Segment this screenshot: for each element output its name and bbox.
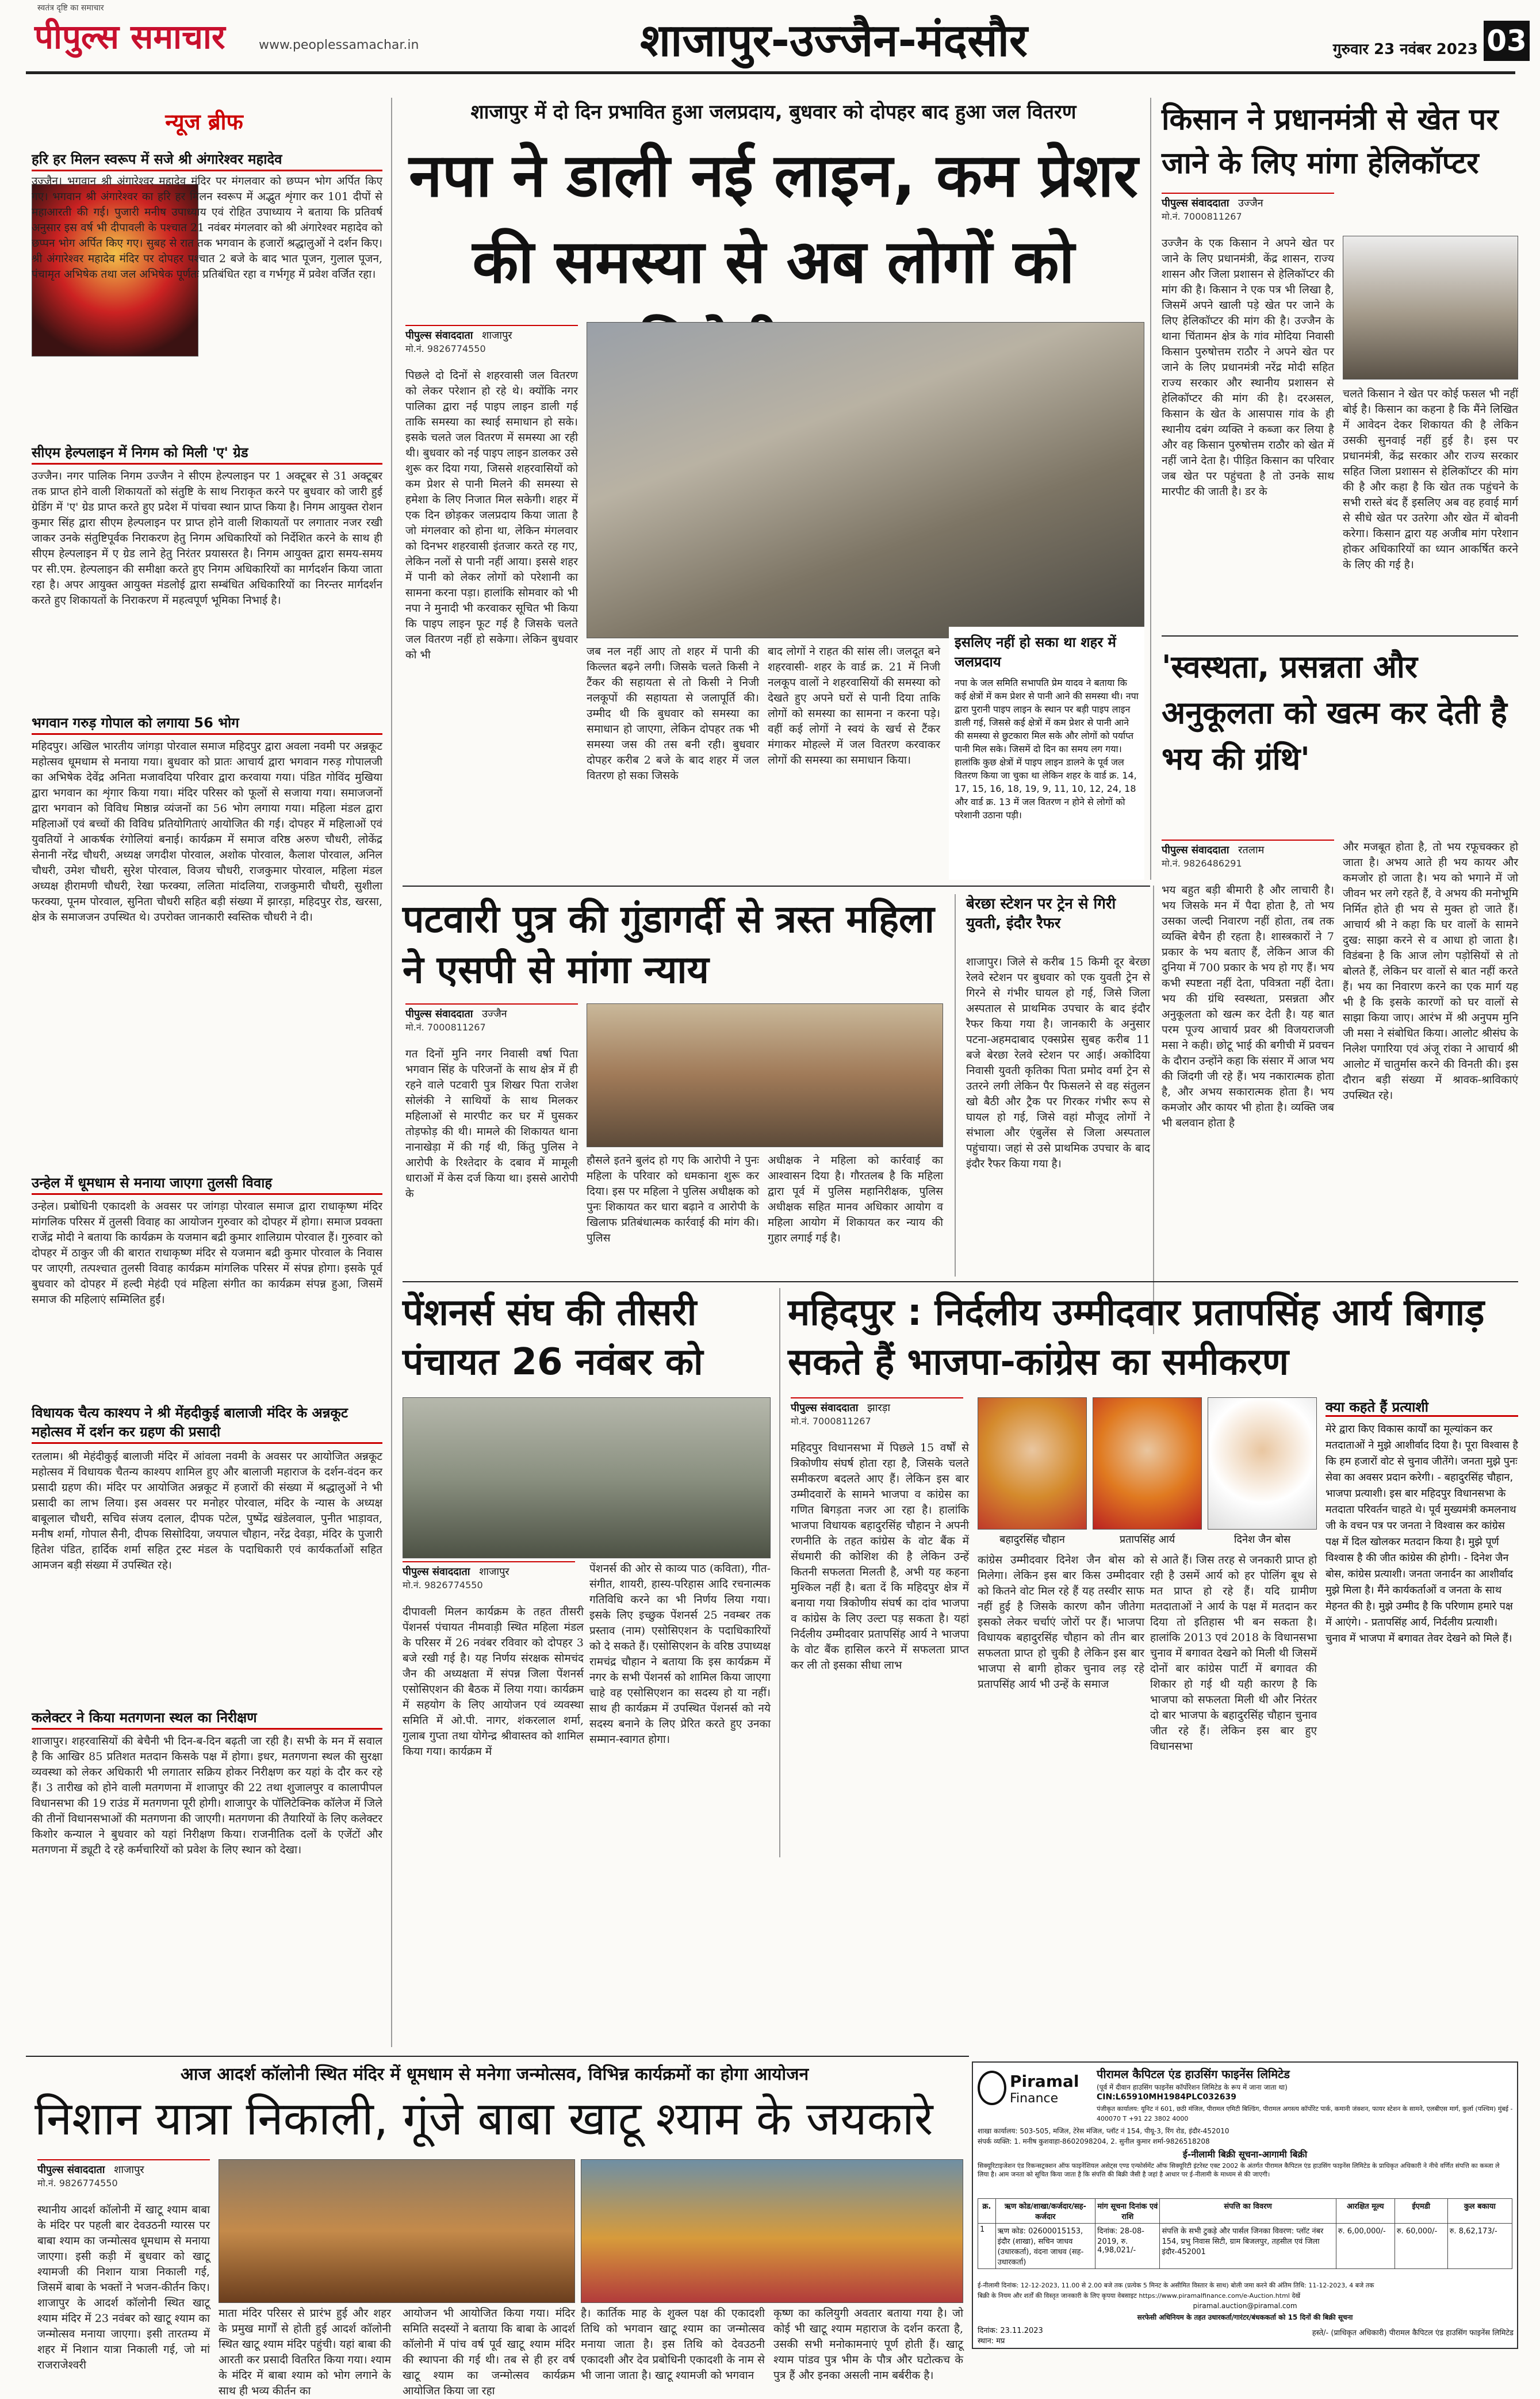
section-rule xyxy=(1162,635,1518,637)
table-header: संपत्ति का विवरण xyxy=(1160,2199,1336,2224)
section-rule xyxy=(26,2056,969,2057)
brief-text-6: शाजापुर। शहरवासियों की बेचैनी भी दिन-ब-दिन बढ़ती जा रही है। सभी के मन में सवाल है कि आखिर 85 प्रतिशत मतदान किसके पक्ष में होगा। इधर, मतगणना स्थल की सुरक्षा व्यवस्था को लेकर अधिकारी भी लगातार सक्रिय होकर निरीक्षण कर यहां के दौर कर रहे हैं। 3 तारीख को होने वाली मतगणना में शाजापुर की 22 तथा शुजालपुर व कालापीपल विधानसभा की 19 राउंड में मतगणना पूरी होगी। शाजापुर के पॉलिटेक्निक कॉलेज में जिले की तीनों विधानसभाओं की मतगणना की जाएगी। मतगणना की तैयारियों के लिए कलेक्टर किशोर कन्याल ने बुधवार को यहां निरीक्षण किया। राजनीतिक दलों के एजेंटों और मतगणना में ड्यूटी दे रहे कर्मचारियों को प्रवेश के लिए स्थान को देखा। xyxy=(32,1735,382,1856)
lead-side-heading: इसलिए नहीं हो सका था शहर में जलप्रदाय xyxy=(955,634,1116,670)
brief-heading-1: हरि हर मिलन स्वरूप में सजे श्री अंगारेश्वर महादेव xyxy=(32,150,382,171)
column-divider xyxy=(391,98,392,2047)
patwari-byline-name: पीपुल्स संवाददाता xyxy=(405,1008,473,1020)
ad-company: पीरामल कैपिटल एंड हाउसिंग फाइनेंस लिमिटेड xyxy=(1097,2067,1290,2081)
brief-heading-5: विधायक चैत्य काश्यप ने श्री मेंहदीकुई बालाजी मंदिर के अन्नकूट महोत्सव में दर्शन कर ग्रहण की प्रसादी xyxy=(32,1403,382,1444)
farmer-photo xyxy=(1343,236,1518,380)
table-cell: रु. 60,000/- xyxy=(1395,2224,1447,2269)
table-header: कुल बकाया xyxy=(1447,2199,1512,2224)
patwari-col-1: गत दिनों मुनि नगर निवासी वर्षा पिता भगवान सिंह के परिजनों के साथ क्षेत्र में ही रहने वाले पटवारी पुत्र शिखर पिता राजेश सोलंकी ने साथियों के साथ मिलकर महिलाओं से मारपीट कर घर में घुसकर तोड़फोड़ की थी। मामले की शिकायत थाना नानाखेड़ा में की गई थी, किंतु पुलिस ने आरोपी के रिश्तेदार के दबाव में मामूली धाराओं में केस दर्ज किया था। इससे आरोपी के xyxy=(405,1048,578,1200)
bhay-headline: 'स्वस्थता, प्रसन्नता और अनुकूलता को खत्म कर देती है भय की ग्रंथि' xyxy=(1162,649,1507,777)
brief-text-4: उन्हेल। प्रबोधिनी एकादशी के अवसर पर जांगड़ा पोरवाल समाज द्वारा राधाकृष्ण मंदिर मांगलिक परिसर में तुलसी विवाह का आयोजन गुरुवार को दोपहर में होगा। समाज प्रवक्ता राजेंद्र मोदी ने बताया कि कार्यक्रम के यजमान बद्री कुमार शालिग्राम पोरवाल हैं। गुरुवार को दोपहर में ठाकुर जी की बारात राधाकृष्ण मंदिर से यजमान बद्री कुमार पोरवाल के निवास पर जाएगी, तत्पश्चात तुलसी विवाह कार्यक्रम मांगलिक परिसर में संपन्न होगा। इसके पूर्व बुधवार को दोपहर में हल्दी मेहंदी एवं महिला संगीत का कार्यक्रम संपन्न हुआ, जिसमें समाज की महिलाएं सम्मिलित हुईं। xyxy=(32,1200,382,1306)
lead-side-box xyxy=(949,627,1144,880)
patwari-byline-mobile: मो.नं. 7000811267 xyxy=(405,1022,486,1033)
table-cell: ऋण कोड: 02600015153, इंदौर (शाखा), सचिन जाधव (उधारकर्ता), वंदना जाधव (सह-उधारकर्ता) xyxy=(995,2224,1095,2269)
column-divider xyxy=(1153,886,1154,1334)
table-cell: संपत्ति के सभी टुकड़े और पार्सल जिनका विवरण: प्लॉट नंबर 154, प्रभु निवास सिटी, ग्राम बिजलपुर, तहसील एवं जिला इंदौर-452001 xyxy=(1160,2224,1336,2269)
brief-text-3: महिदपुर। अखिल भारतीय जांगड़ा पोरवाल समाज महिदपुर द्वारा अवला नवमी पर अन्नकूट महोत्सव धूमधाम से मनाया गया। बुधवार को प्रातः आचार्य द्वारा भगवान गरुड़ गोपालजी का अभिषेक देवेंद्र अनिता मजावदिया परिवार द्वारा करवाया गया। पंडित गोविंद मुखिया द्वारा भगवान का शृंगार किया गया। मंदिर परिसर को फूलों से सजाया गया। समाजजनों द्वारा भगवान को विविध मिष्ठान्न व्यंजनों का 56 भोग लगाया गया। महिला मंडल द्वारा महिलाओं एवं बच्चों की विविध प्रतियोगिताएं आयोजित की गई। दोपहर में महिलाओं एवं युवतियों ने आकर्षक रंगोलियां बनाई। कार्यक्रम में समाज वरिष्ठ अरुण चौधरी, लोकेंद्र सेनानी नरेंद्र चौधरी, अध्यक्ष जगदीश पोरवाल, अशोक पोरवाल, कैलाश पोरवाल, अनिल चौधरी, उमेश चौधरी, सुरेश पोरवाल, विजय चौधरी, राजकुमार पोरवाल, महिला मंडल अध्यक्ष हीरामणी चौधरी, रेखा फरक्या, ललिता मांदलिया, राजकुमारी चौधरी, सुशीला फरक्या, पूनम पोरवाल, सुनिता चौधरी सहित बड़ी संख्या में झारड़ा, महिदपुर रोड, खरसा, क्षेत्र के समाजजन उपस्थित थे। उपरोक्त जानकारी स्वस्तिक चौधरी ने दी। xyxy=(32,740,382,923)
piramal-auction-ad xyxy=(972,2061,1518,2349)
khatu-col-4: है। कार्तिक माह के शुक्ल पक्ष की एकादशी तिथि को भगवान खाटू श्याम का जन्मोत्सव मनाया जाता है। इस तिथि को देवउठनी एकादशी और देव प्रबोधिनी एकादशी के नाम से भी जाना जाता है। खाटू श्यामजी को भगवान xyxy=(581,2307,765,2382)
khatu-byline-place: शाजापुर xyxy=(114,2164,144,2176)
candidate-photo-1 xyxy=(978,1397,1087,1530)
berchha-headline: बेरछा स्टेशन पर ट्रेन से गिरी युवती, इंदौर रैफर xyxy=(966,895,1116,932)
kisan-byline-name: पीपुल्स संवाददाता xyxy=(1162,197,1229,209)
mahidpur-col-1: महिदपुर विधानसभा में पिछले 15 वर्षों से त्रिकोणीय संघर्ष होता रहा है, जिसके चलते समीकरण बदलते आए हैं। लेकिन इस बार उम्मीदवारों के सामने भाजपा व कांग्रेस का गणित बिगड़ता नजर आ रहा है। हालांकि भाजपा विधायक बहादुरसिंह चौहान ने अपनी रणनीति के तहत कांग्रेस के वोट बैंक में सेंधमारी की कोशिश की है लेकिन उन्हें कितनी सफलता मिलती है, अभी यह कहना मुश्किल नहीं है। बता दें कि महिदपुर क्षेत्र में बनाया गया त्रिकोणीय संघर्ष का दांव भाजपा व कांग्रेस के लिए उल्टा पड़ सकता है। यहां निर्दलीय उम्मीदवार प्रतापसिंह आर्य ने भाजपा के वोट बैंक हासिल करने में सफलता प्राप्त कर ली तो इसका सीधा लाभ xyxy=(791,1442,969,1672)
ad-date: दिनांक: 23.11.2023 xyxy=(978,2327,1043,2335)
ad-footer-2: बिक्री के नियम और शर्तों की विस्तृत जानकारी के लिए कृपया वेबसाइट https://www.piramalfinance.com/e-Auction.html देखें xyxy=(978,2292,1301,2300)
khatu-headline: निशान यात्रा निकाली, गूंजे बाबा खाटू श्याम के जयकारे xyxy=(35,2092,933,2145)
candidate-label-2: प्रतापसिंह आर्य xyxy=(1119,1534,1175,1546)
kisan-headline: किसान ने प्रधानमंत्री से खेत पर जाने के लिए मांगा हेलिकॉप्टर xyxy=(1162,102,1499,181)
berchha-text: शाजापुर। जिले से करीब 15 किमी दूर बेरछा रेलवे स्टेशन पर बुधवार को एक युवती ट्रेन से गिरने से गंभीर घायल हो गई, जिसे जिला अस्पताल से प्राथमिक उपचार के बाद इंदौर रैफर किया गया है। जानकारी के अनुसार पटना-अहमदाबाद एक्सप्रेस सुबह करीब 11 बजे बेरछा रेलवे स्टेशन पर आई। अकोदिया निवासी युवती कृतिका पिता प्रमोद वर्मा ट्रेन से उतरने लगी लेकिन पैर फिसलने से वह संतुलन खो बैठी और ट्रैक पर गिरकर गंभीर रूप से घायल हो गई, जिसे वहां मौजूद लोगों ने संभाला और एंबुलेंस से जिला अस्पताल पहुंचाया। जहां से उसे प्राथमिक उपचार के बाद इंदौर रैफर किया गया है। xyxy=(966,956,1150,1170)
piramal-brand-sub: Finance xyxy=(1010,2091,1059,2106)
khatu-kicker: आज आदर्श कॉलोनी स्थित मंदिर में धूमधाम से मनेगा जन्मोत्सव, विभिन्न कार्यक्रमों का होगा आयोजन xyxy=(180,2064,809,2084)
lead-headline: नपा ने डाली नई लाइन, कम प्रेशर की समस्या से अब लोगों को xyxy=(409,140,1138,297)
bhay-byline-place: रतलाम xyxy=(1238,844,1265,856)
khatu-photo-1 xyxy=(219,2159,575,2303)
table-header: ऋण कोड/शाखा/कर्जदार/सह-कर्जदार xyxy=(995,2199,1095,2224)
kisan-byline-place: उज्जैन xyxy=(1238,197,1263,209)
column-divider xyxy=(955,894,956,1277)
bhay-col-2: और मजबूत होता है, तो भय रफूचक्कर हो जाता है। अभय आते ही भय कायर और कमजोर हो जाता है। भय को भगाने में जो जीवन भर लगे रहते हैं, वे अभय की मनोभूमि निर्मित होते ही भय से मुक्त हो जाते हैं। आचार्य श्री ने कहा कि घर वालों के सामने दुख: साझा करने से व आधा हो जाता है। विडंबना है कि आज लोग पड़ोसियों से तो बोलते हैं, लेकिन घर वालों से बात नहीं करते हैं। भय का निवारण करने का एक मार्ग यह भी है कि इसके कारणों को घर वालों से साझा किया जाए। आरंभ में श्री अनुपम मुनि जी मसा ने संबोधित किया। आलोट श्रीसंघ के निलेश पगारिया एवं अंजू रांका ने आचार्य श्री आलोट में चातुर्मास करने की विनती की। इस दौरान बड़ी संख्या में श्रावक-श्राविकाएं उपस्थित रहे। xyxy=(1343,841,1518,1102)
brief-heading-6: कलेक्टर ने किया मतगणना स्थल का निरीक्षण xyxy=(32,1708,382,1730)
mahidpur-byline-place: झारड़ा xyxy=(867,1402,891,1414)
brief-text-2: उज्जैन। नगर पालिक निगम उज्जैन ने सीएम हेल्पलाइन पर 1 अक्टूबर से 31 अक्टूबर तक प्राप्त होने वाली शिकायतों को संतुष्टि के साथ निराकृत करने पर बुधवार को जारी हुई ग्रेडिंग में 'ए' ग्रेड प्राप्त करते हुए प्रदेश में पांचवा स्थान प्राप्त किया है। निगम आयुक्त रोशन कुमार सिंह द्वारा सीएम हेल्पलाइन पर प्राप्त होने वाली शिकायतों पर लगातार नजर रखी जाकर उनके संतुष्टिपूर्वक निराकरण हेतु निगम अधिकारियों को निर्देशित करने के साथ ही सीएम हेल्पलाइन में ए ग्रेड लाने हेतु निरंतर प्रयासरत है। निगम आयुक्त द्वारा समय-समय पर सी.एम. हेल्पलाइन की समीक्षा करते हुए निगम अधिकारियों का मार्गदर्शन किया जाता रहा है। अपर आयुक्त आयुक्त मंडलोई द्वारा सम्बंधित अधिकारियों का निरन्तर मार्गदर्शन करते हुए शिकायतों के निराकरण में महत्वपूर्ण भूमिका निभाई है। xyxy=(32,470,382,607)
lead-byline-name: पीपुल्स संवाददाता xyxy=(405,329,473,342)
patwari-byline-place: उज्जैन xyxy=(482,1008,507,1020)
table-header: ईएमडी xyxy=(1395,2199,1447,2224)
auction-table-header xyxy=(978,2199,1512,2224)
ad-footer-1: ई-नीलामी दिनांक: 12-12-2023, 11.00 से 2.00 बजे तक (प्रत्येक 5 मिनट के असीमित विस्तार के साथ) बोली जमा करने की अंतिम तिथि: 11-12-2023, 4 बजे तक xyxy=(978,2282,1374,2289)
column-divider xyxy=(1150,98,1151,880)
lead-byline xyxy=(405,325,578,355)
ad-notice-title: ई-नीलामी बिक्री सूचना-आगामी बिक्री xyxy=(1182,2149,1308,2160)
mahidpur-voter-heading: क्या कहते हैं प्रत्याशी xyxy=(1326,1397,1518,1417)
pension-col-1: दीपावली मिलन कार्यक्रम के तहत तीसरी पेंशनर्स पंचायत नीमवाड़ी स्थित महिला मंडल के परिसर में 26 नवंबर रविवार को दोपहर 3 बजे रखी गई है। यह निर्णय संरक्षक सोमचंद जैन की अध्यक्षता में संपन्न जिला पेंशनर्स एसोसिएशन की बैठक में लिया गया। कार्यक्रम में सहयोग के लिए आयोजन एवं व्यवस्था समिति में ओ.पी. नागर, शंकरलाल शर्मा, गुलाब गुप्ता तथा योगेन्द्र श्रीवास्तव को शामिल किया गया। कार्यक्रम में xyxy=(403,1605,584,1758)
candidate-label-3: दिनेश जैन बोस xyxy=(1233,1534,1291,1546)
patwari-headline: पटवारी पुत्र की गुंडागर्दी से त्रस्त महिला ने एसपी से मांगा न्याय xyxy=(403,897,934,992)
brief-text-5: रतलाम। श्री मेहंदीकुई बालाजी मंदिर में आंवला नवमी के अवसर पर आयोजित अन्नकूट महोत्सव में विधायक चैतन्य काश्यप शामिल हुए और बालाजी महाराज के दर्शन-वंदन कर प्रसादी ग्रहण की। मंदिर पर आयोजित अन्नकूट में हजारों की संख्या में श्रद्धालुओं ने भी प्रसादी का लाभ लिया। इस अवसर पर मनोहर पोरवाल, मंदिर के न्यास के अध्यक्ष बाबूलाल चौधरी, सचिव संजय दलाल, दीपक पटेल, पुष्पेंद्र खंडेलवाल, पुनीत भाड़ावत, मनीष शर्मा, गोपाल सैनी, दीपक सिसोदिया, जयपाल चौहान, नरेंद्र देवड़ा, मंदिर के पुजारी हितेश पंडित, हार्दिक शर्मा सहित ट्रस्ट मंडल के पदाधिकारी एवं कार्यकर्ताओं सहित आमजन बड़ी संख्या में उपस्थित रहे। xyxy=(32,1450,382,1572)
mahidpur-col-2: कांग्रेस उम्मीदवार दिनेश जैन बोस को मिलेगा। लेकिन इस बार किस उम्मीदवार को कितने वोट मिल रहे हैं यह तस्वीर साफ नहीं हुई है जिसके कारण कौन जीतेगा इसको लेकर चर्चाएं जोरों पर हैं। भाजपा विधायक बहादुरसिंह चौहान को तीन बार सफलता प्राप्त हो चुकी है लेकिन इस बार भाजपा से बागी होकर चुनाव लड़ रहे प्रतापसिंह आर्य भी उन्हें के समाज xyxy=(978,1554,1144,1691)
ad-footer-3: सरफेसी अधिनियम के तहत उधारकर्ता/गारंटर/बंधककर्ता को 15 दिनों की बिक्री सूचना xyxy=(1137,2313,1353,2321)
kisan-col-1: उज्जैन के एक किसान ने अपने खेत पर जाने के लिए प्रधानमंत्री, केंद्र शासन, राज्य शासन और जिला प्रशासन से हेलिकॉप्टर की मांग की है। किसान ने एक पत्र भी लिखा है, जिसमें अपने खाली पड़े खेत पर जाने के लिए हेलिकॉप्टर की मांग की है। उज्जैन के थाना चिंतामन क्षेत्र के गांव मोदिया निवासी किसान पुरुषोत्तम राठौर ने अपने खेत पर जाने के लिए प्रधानमंत्री नरेंद्र मोदी सहित राज्य सरकार और स्थानीय प्रशासन से हेलिकॉप्टर की मांग की है। दरअसल, किसान के खेत के आसपास गांव के ही स्थानीय दबंग व्यक्ति ने कब्जा कर लिया है और वह किसान पुरुषोत्तम राठौर को खेत में नहीं जाने देता है। पीड़ित किसान का परिवार जब खेत पर पहुंचता है तो उनके साथ मारपीट की जाती है। डर के xyxy=(1162,237,1334,498)
masthead-logo: पीपुल्स समाचार xyxy=(35,17,225,56)
pension-col-2: पेंशनर्स की ओर से काव्य पाठ (कविता), गीत-संगीत, शायरी, हास्य-परिहास आदि रचनात्मक गतिविधि करने का भी निर्णय लिया गया। इसके लिए इच्छुक पेंशनर्स 25 नवम्बर तक प्रस्ताव (नाम) एसोसिएशन के पदाधिकारियों को दे सकते हैं। एसोसिएशन के वरिष्ठ उपाध्यक्ष रामचंद्र चौहान ने बताया कि इस कार्यक्रम में नगर के सभी पेंशनर्स को शामिल किया जाएगा चाहे वह एसोसिएशन का सदस्य हो या नहीं। साथ ही कार्यक्रम में उपस्थित पेंशनर्स को नये सदस्य बनाने के लिए प्रेरित करते हुए उनका सम्मान-स्वागत होगा। xyxy=(589,1562,771,1746)
table-header: क्र. xyxy=(978,2199,996,2224)
bhay-byline xyxy=(1162,840,1334,869)
khatu-photo-2 xyxy=(581,2159,963,2303)
ad-contact: संपर्क व्यक्ति: 1. मनीष कुशवाहा-8602098204, 2. सुनील कुमार शर्मा-9826518208 xyxy=(978,2137,1210,2145)
lead-byline-place: शाजापुर xyxy=(482,329,512,342)
column-divider xyxy=(779,1288,780,1857)
table-row xyxy=(978,2224,1512,2269)
mahidpur-byline-mobile: मो.नं. 7000811267 xyxy=(791,1416,871,1427)
lead-byline-mobile: मो.नं. 9826774550 xyxy=(405,343,486,354)
pension-byline xyxy=(403,1561,575,1591)
ad-email[interactable]: piramal.auction@piramal.com xyxy=(1193,2302,1297,2310)
brief-heading-2: सीएम हेल्पलाइन में निगम को मिली 'ए' ग्रेड xyxy=(32,443,382,465)
candidate-label-1: बहादुरसिंह चौहान xyxy=(999,1534,1065,1546)
pension-byline-mobile: मो.नं. 9826774550 xyxy=(403,1580,483,1591)
auction-table xyxy=(978,2198,1512,2269)
masthead xyxy=(0,0,1540,75)
brief-heading-4: उन्हेल में धूमधाम से मनाया जाएगा तुलसी विवाह xyxy=(32,1173,382,1195)
candidate-photo-2 xyxy=(1093,1397,1202,1530)
ad-address: पंजीकृत कार्यालय: यूनिट नं 601, छठी मंजिल, पीरामल एमिटी बिल्डिंग, पीरामल अगस्त्य कॉर्पोरेट पार्क, कमानी जंक्शन, फायर स्टेशन के सामने, एलबीएस मार्ग, कुर्ला (पश्चिम) मुंबई - 400070 T +91 22 3802 4000 xyxy=(1097,2105,1513,2122)
mahidpur-voter-text: मेरे द्वारा किए विकास कार्यों का मूल्यांकन कर मतदाताओं ने मुझे आशीर्वाद दिया है। पूरा विश्वास है कि हम हजारों वोट से चुनाव जीतेंगे। जनता मुझे पुनः सेवा का अवसर प्रदान करेगी। - बहादुरसिंह चौहान, भाजपा प्रत्याशी। इस बार महिदपुर विधानसभा के मतदाता परिवर्तन चाहते थे। पूर्व मुख्यमंत्री कमलनाथ जी के वचन पत्र पर जनता ने विश्वास कर कांग्रेस पक्ष में दिल खोलकर मतदान किया है। मुझे पूर्ण विश्वास है की जीत कांग्रेस की होगी। - दिनेश जैन बोस, कांग्रेस प्रत्याशी। जनता जनार्दन का आशीर्वाद मुझे मिला है। मैंने कार्यकर्ताओं व जनता के साथ मेहनत की है। मुझे उम्मीद है कि परिणाम हमारे पक्ष में आएंगे। - प्रतापसिंह आर्य, निर्दलीय प्रत्याशी। चुनाव में भाजपा में बगावत तेवर देखने को मिले हैं। xyxy=(1326,1423,1518,1645)
table-cell: दिनांक: 28-08-2019, रु. 4,98,021/- xyxy=(1095,2224,1160,2269)
ad-cin: CIN:L65910MH1984PLC032639 xyxy=(1097,2093,1236,2102)
ad-place: स्थान: मप्र xyxy=(978,2337,1005,2346)
lead-col-1: पिछले दो दिनों से शहरवासी जल वितरण को लेकर परेशान हो रहे थे। क्योंकि नगर पालिका द्वारा नई पाइप लाइन डाली गई ताकि समस्या का स्थाई समाधान हो सके। इसके चलते जल वितरण में समस्या आ रही थी। बुधवार को नई पाइप लाइन डालकर उसे शुरू कर दिया गया, जिससे शहरवासियों को कम प्रेशर से पानी मिलने की समस्या से हमेशा के लिए निजात मिल सकेगी। शहर में एक दिन छोड़कर जलप्रदाय किया जाता है जो मंगलवार को होना था, लेकिन मंगलवार को दिनभर शहरवासी इंतजार करते रह गए, लेकिन नलों से पानी नहीं आया। इससे शहर में पानी को लेकर लोगों को परेशानी का सामना करना पड़ा। हालांकि सोमवार को भी नपा ने मुनादी भी करवाकर सूचित भी किया कि पाइप लाइन फूट गई है जिसके चलते जल वितरण नहीं हो सकेगा। लेकिन बुधवार को भी xyxy=(405,369,578,661)
ad-branch: शाखा कार्यालय: 503-505, मजिल, टेरेस मंजिल, प्लॉट नं 154, पीयू-3, रिंग रोड, इंदौर-452010 xyxy=(978,2127,1229,2135)
table-cell: रु. 6,00,000/- xyxy=(1336,2224,1395,2269)
bhay-byline-mobile: मो.नं. 9826486291 xyxy=(1162,858,1242,869)
khatu-byline-name: पीपुल्स संवाददाता xyxy=(37,2164,105,2176)
kisan-col-2: चलते किसान ने खेत पर कोई फसल भी नहीं बोई है। किसान का कहना है कि मैंने लिखित में आवेदन देकर शिकायत की है लेकिन उसकी सुनवाई नहीं हुई है। इस पर प्रधानमंत्री, केंद्र सरकार और राज्य सरकार सहित जिला प्रशासन से हेलिकॉप्टर की मांग की है और कहा है कि खेत तक पहुंचने के सभी रास्ते बंद हैं इसलिए अब वह हवाई मार्ग से सीधे खेत पर उतरेगा और खेत में बोवनी करेगा। किसान द्वारा यह अजीब मांग परेशान होकर अधिकारियों का ध्यान आकर्षित करने के लिए की गई है। xyxy=(1343,388,1518,571)
table-cell: 1 xyxy=(978,2224,996,2269)
section-rule xyxy=(403,886,1150,887)
lead-col-2: जब नल नहीं आए तो शहर में पानी की किल्लत बढ़ने लगी। जिसके चलते किसी ने टैंकर की सहायता से तो किसी ने निजी नलकूपों की सहायता से जलापूर्ति की। उम्मीद थी कि बुधवार को समस्या का समाधान हो जाएगा, लेकिन दोपहर तक भी समस्या जस की तस बनी रही। बुधवार दोपहर करीब 2 बजे के बाद शहर में जल वितरण हो सका जिसके xyxy=(587,645,759,782)
patwari-byline xyxy=(405,1003,578,1033)
table-header: आरक्षित मूल्य xyxy=(1336,2199,1395,2224)
piramal-logo-mark xyxy=(978,2071,1006,2105)
piramal-brand: Piramal xyxy=(1010,2072,1079,2091)
brief-title: न्यूज ब्रीफ xyxy=(165,109,243,135)
lead-side-text: नपा के जल समिति सभापति प्रेम यादव ने बताया कि कई क्षेत्रों में कम प्रेशर से पानी आने की समस्या थी। नपा द्वारा पुरानी पाइप लाइन के स्थान पर बड़ी पाइप लाइन डाली गई, जिससे कई क्षेत्रों में कम प्रेशर से पानी आने की समस्या से छुटकारा मिल सके और लोगों को पर्याप्त पानी मिल सके। जिसमें दो दिन का समय लग गया। हालांकि कुछ क्षेत्रों में पाइप लाइन डालने के पूर्व जल वितरण किया जा चुका था लेकिन शहर के वार्ड क्र. 14, 17, 15, 16, 18, 19, 9, 11, 10, 12, 24, 18 और वार्ड क्र. 13 में जल वितरण न होने से लोगों को परेशानी उठाना पड़ी। xyxy=(955,677,1139,821)
kisan-byline xyxy=(1162,193,1334,223)
mahidpur-col-3: से आते हैं। जिस तरह से जनकारी प्राप्त हो रही है उसमें आर्य को हर पोलिंग बूथ से मत प्राप्त हो रहे हैं। यदि ग्रामीण मतदाताओं ने आर्य के पक्ष में मतदान कर दिया तो इतिहास भी बन सकता है। हालांकि 2013 एवं 2018 के विधानसभा चुनाव में बगावत देखने को मिली थी जिसमें दोनों बार कांग्रेस पार्टी में बगावत की शिकार हो गई थी यही कारण है कि भाजपा को सफलता मिली थी और निरंतर दो बार भाजपा के बहादुरसिंह चौहान चुनाव जीत रहे हैं। लेकिन इस बार हुए विधानसभा xyxy=(1150,1554,1317,1753)
bhay-col-1: भय बहुत बड़ी बीमारी है और लाचारी है। भय जिसके मन में पैदा होता है, तो भय उसका जल्दी निवारण नहीं होता, तब तक व्यक्ति बेचैन ही रहता है। शास्त्रकारों ने 7 प्रकार के भय बताए हैं, लेकिन आज की दुनिया में 700 प्रकार के भय हो गए हैं। भय कभी स्पष्टता नहीं देता, पवित्रता नहीं देता। भय की ग्रंथि स्वस्थता, प्रसन्नता और अनुकूलता को खत्म कर देती है। यह बात परम पूज्य आचार्य प्रवर श्री विजयराजजी मसा ने कही। छोटू भाई की बगीची में प्रवचन के दौरान उन्होंने कहा कि संसार में आज भय की जिंदगी जी रहे हैं। भय नकारात्मक होता है, और अभय सकारात्मक होता है। भय कमजोर और कायर भी होता है। व्यक्ति जब भी बलवान होता है xyxy=(1162,884,1334,1129)
brief-text-1: उज्जैन। भगवान श्री अंगारेश्वर महादेव मंदिर पर मंगलवार को छप्पन भोग अर्पित किए गए। भगवान श्री अंगारेश्वर का हरि हर मिलन स्वरूप में अद्भुत शृंगार कर 101 दीपों से महाआरती की गई। पुजारी मनीष उपाध्याय एवं रोहित उपाध्याय ने बताया कि प्रतिवर्ष अनुसार इस वर्ष भी दीपावली के पश्चात 21 नवंबर मंगलवार को श्री अंगारेश्वर महादेव को छप्पन भोग अर्पित किए गए। सुबह से रात तक भगवान के हजारों श्रद्धालुओं ने दर्शन किए। श्री अंगारेश्वर महादेव मंदिर पर दोपहर पश्चात 2 बजे के बाद भात पूजन, गुलाल पूजन, पंचामृत अभिषेक तथा जल अभिषेक पूर्णतः प्रतिबंधित रहा व गर्भगृह में प्रवेश वर्जित रहा। xyxy=(32,175,382,281)
lead-kicker: शाजापुर में दो दिन प्रभावित हुआ जलप्रदाय, बुधवार को दोपहर बाद हुआ जल वितरण xyxy=(470,101,1077,124)
issue-date: गुरुवार 23 नवंबर 2023 xyxy=(1332,41,1478,58)
kisan-byline-mobile: मो.नं. 7000811267 xyxy=(1162,211,1242,222)
patwari-photo xyxy=(587,1003,943,1147)
candidate-photo-3 xyxy=(1208,1397,1317,1530)
mahidpur-headline: महिदपुर : निर्दलीय उम्मीदवार प्रतापसिंह आर्य बिगाड़ सकते हैं भाजपा-कांग्रेस का समीकरण xyxy=(788,1292,1485,1384)
ad-notice-text: सिक्यूरिटाइजेशन एंड रिकन्सट्रक्शन ऑफ फाइनेंशियल असेट्स एण्ड एन्फोर्समेंट ऑफ सिक्यूरिटी इंटरेस्ट एक्ट 2002 के अंतर्गत पीरामल कैपिटल एंड हाउसिंग फाइनेंस लिमिटेड के प्राधिकृत अधिकारी ने नीचे वर्णित संपत्ति का कब्जा ले लिया है। आम जनता को सूचित किया जाता है कि संपत्ति की बिक्री जैसी है जहां है आधार पर ई-नीलामी के माध्यम से की जाएगी। xyxy=(978,2162,1500,2178)
mahidpur-byline-name: पीपुल्स संवाददाता xyxy=(791,1402,859,1414)
section-title: शाजापुर-उज्जैन-मंदसौर xyxy=(640,15,1028,67)
pension-byline-name: पीपुल्स संवाददाता xyxy=(403,1566,470,1578)
pension-headline: पेंशनर्स संघ की तीसरी पंचायत 26 नवंबर को xyxy=(403,1292,703,1384)
masthead-url[interactable]: www.peoplessamachar.in xyxy=(259,38,419,52)
pension-photo xyxy=(403,1397,771,1558)
khatu-col-3: आयोजन भी आयोजित किया गया। मंदिर समिति सदस्यों ने बताया कि बाबा के आदर्श कॉलोनी में पांच वर्ष पूर्व खाटू श्याम मंदिर की स्थापना की गई थी। तब से ही हर वर्ष खाटू श्याम का जन्मोत्सव कार्यक्रम आयोजित किया जा रहा xyxy=(403,2307,575,2397)
khatu-byline xyxy=(37,2159,210,2189)
page-number: 03 xyxy=(1484,21,1530,61)
brief-column xyxy=(32,98,382,2053)
patwari-col-2: हौसले इतने बुलंद हो गए कि आरोपी ने पुनः महिला के परिवार को धमकाना शुरू कर दिया। इस पर महिला ने पुलिस अधीक्षक को पुनः शिकायत कर धारा बढ़ाने व आरोपी के खिलाफ प्रतिबंधात्मक कार्रवाई की मांग की। पुलिस xyxy=(587,1154,759,1244)
khatu-byline-mobile: मो.नं. 9826774550 xyxy=(37,2178,118,2189)
section-rule xyxy=(403,1281,1518,1282)
brief-heading-3: भगवान गरुड़ गोपाल को लगाया 56 भोग xyxy=(32,713,382,735)
pension-byline-place: शाजापुर xyxy=(479,1566,509,1578)
table-cell: रु. 8,62,173/- xyxy=(1447,2224,1512,2269)
piramal-logo xyxy=(978,2067,1093,2119)
pipeline-photo xyxy=(587,322,1144,638)
ad-company-sub: (पूर्व में दीवान हाउसिंग फाइनेंस कॉर्पोरेशन लिमिटेड के रूप में जाना जाता था) xyxy=(1097,2083,1288,2091)
table-header: मांग सूचना दिनांक एवं राशि xyxy=(1095,2199,1160,2224)
khatu-col-2: माता मंदिर परिसर से प्रारंभ हुई और शहर के प्रमुख मार्गों से होती हुई आदर्श कॉलोनी स्थित खाटू श्याम मंदिर पहुंची। यहां बाबा की आरती कर प्रसादी वितरित किया गया। श्याम के मंदिर में बाबा श्याम को भोग लगाने के साथ ही भव्य कीर्तन का xyxy=(219,2307,391,2397)
mahidpur-byline xyxy=(791,1397,963,1427)
masthead-tagline: स्वतंत्र दृष्टि का समाचार xyxy=(37,3,104,13)
lead-col-3: बाद लोगों ने राहत की सांस ली। जलदूत बने शहरवासी- शहर के वार्ड क्र. 21 में निजी नलकूप वालों ने शहरवासियों की समस्या को देखते हुए अपने घरों से पानी दिया ताकि लोगों को समस्या का सामना न करना पड़े। वहीं कई लोगों ने स्वयं के खर्च से टैंकर मंगाकर मोहल्ले में जल वितरण करवाकर लोगों की समस्या का समाधान किया। xyxy=(768,645,940,767)
bhay-byline-name: पीपुल्स संवाददाता xyxy=(1162,844,1229,856)
patwari-col-3: अधीक्षक ने महिला को कार्रवाई का आश्वासन दिया है। गौरतलब है कि महिला द्वारा पूर्व में पुलिस महानिरीक्षक, पुलिस अधीक्षक सहित मानव अधिकार आयोग व महिला आयोग में शिकायत कर न्याय की गुहार लगाई गई है। xyxy=(768,1154,943,1244)
mahidpur-voter-box xyxy=(1326,1397,1518,1857)
ad-signatory: हस्ते/- (प्राधिकृत अधिकारी) पीरामल कैपिटल एंड हाउसिंग फाइनेंस लिमिटेड xyxy=(1312,2329,1514,2337)
masthead-rule xyxy=(26,71,1515,74)
khatu-col-1: स्थानीय आदर्श कॉलोनी में खाटू श्याम बाबा के मंदिर पर पहली बार देवउठनी ग्यारस पर बाबा श्याम का जन्मोत्सव धूमधाम से मनाया जाएगा। इसी कड़ी में बुधवार को खाटू श्यामजी की निशान यात्रा निकाली गई, जिसमें बाबा के भक्तों ने भजन-कीर्तन किए। शाजापुर के आदर्श कॉलोनी स्थित खाटू श्याम मंदिर में 23 नवंबर को खाटू श्याम का जन्मोत्सव मनाया जाएगा। इसी तारतम्य में शहर में निशान यात्रा निकाली गई, जो मां राजराजेश्वरी xyxy=(37,2203,210,2371)
khatu-col-5: कृष्ण का कलियुगी अवतार बताया गया है। जो कोई भी खाटू श्याम महाराज के दर्शन करता है, उसकी सभी मनोकामनाएं पूर्ण होती हैं। खाटू श्याम पांडव पुत्र भीम के पौत्र और घटोत्कच के पुत्र हैं और इनका असली नाम बर्बरीक है। xyxy=(773,2307,963,2382)
